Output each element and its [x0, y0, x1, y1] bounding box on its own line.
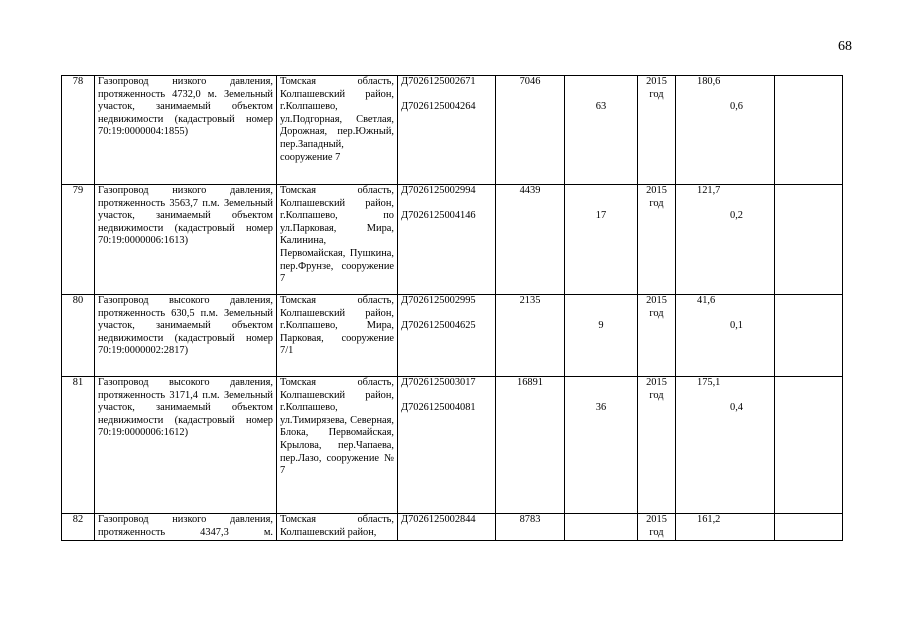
amount-cell: 2135 [496, 295, 565, 377]
note-cell [775, 185, 843, 295]
object-description: Газопровод высокого давления, протяженность 630,5 п.м. Земельный участок, занимаемый объектом недвижимости (кадастровый номер 70:19:0000002:2817) [95, 295, 277, 377]
object-description: Газопровод высокого давления, протяженность 3171,4 п.м. Земельный участок, занимаемый объектом недвижимости (кадастровый номер 70:19:0000006:1612) [95, 377, 277, 514]
object-description: Газопровод низкого давления, протяженность 3563,7 п.м. Земельный участок, занимаемый объектом недвижимости (кадастровый номер 70:19:0000006:1613) [95, 185, 277, 295]
table-row [62, 185, 843, 295]
count-cell: 17 [565, 185, 638, 295]
row-number: 79 [62, 185, 95, 295]
table-row [62, 76, 843, 185]
row-number: 81 [62, 377, 95, 514]
count-cell: 9 [565, 295, 638, 377]
cadastral-numbers: Д7026125002844 [398, 514, 496, 541]
amount-cell: 7046 [496, 76, 565, 185]
table-row [62, 377, 843, 514]
count-cell: 63 [565, 76, 638, 185]
note-cell [775, 514, 843, 541]
table-row [62, 514, 843, 541]
note-cell [775, 295, 843, 377]
value-cell: 175,1 0,4 [676, 377, 775, 514]
table-row [62, 295, 843, 377]
count-cell [565, 514, 638, 541]
object-address: Томская область, Колпашевский район, г.Колпашево, ул.Подгорная, Светлая, Дорожная, пер.Южный, пер.Западный, сооружение 7 [277, 76, 398, 185]
row-number: 82 [62, 514, 95, 541]
value-cell: 121,7 0,2 [676, 185, 775, 295]
year-cell: 2015 год [638, 185, 676, 295]
object-address: Томская область, Колпашевский район, г.Колпашево, по ул.Парковая, Мира, Калинина, Первомайская, Пушкина, пер.Фрунзе, сооружение 7 [277, 185, 398, 295]
object-description: Газопровод низкого давления, протяженность 4732,0 м. Земельный участок, занимаемый объектом недвижимости (кадастровый номер 70:19:0000004:1855) [95, 76, 277, 185]
cadastral-numbers: Д7026125002671 Д7026125004264 [398, 76, 496, 185]
year-cell: 2015 год [638, 295, 676, 377]
cadastral-numbers: Д7026125002995 Д7026125004625 [398, 295, 496, 377]
object-description: Газопровод низкого давления, протяженность 4347,3 м. [95, 514, 277, 541]
count-cell: 36 [565, 377, 638, 514]
property-registry-table [61, 75, 843, 541]
note-cell [775, 76, 843, 185]
row-number: 78 [62, 76, 95, 185]
value-cell: 41,6 0,1 [676, 295, 775, 377]
year-cell: 2015 год [638, 377, 676, 514]
row-number: 80 [62, 295, 95, 377]
amount-cell: 8783 [496, 514, 565, 541]
object-address: Томская область, Колпашевский район, г.Колпашево, ул.Тимирязева, Северная, Блока, Первомайская, Крылова, пер.Чапаева, пер.Лазо, сооружение № 7 [277, 377, 398, 514]
object-address: Томская область, Колпашевский район, г.Колпашево, Мира, Парковая, сооружение 7/1 [277, 295, 398, 377]
amount-cell: 16891 [496, 377, 565, 514]
page-number: 68 [838, 39, 852, 54]
cadastral-numbers: Д7026125003017 Д7026125004081 [398, 377, 496, 514]
object-address: Томская область, Колпашевский район, [277, 514, 398, 541]
amount-cell: 4439 [496, 185, 565, 295]
value-cell: 161,2 [676, 514, 775, 541]
cadastral-numbers: Д7026125002994 Д7026125004146 [398, 185, 496, 295]
value-cell: 180,6 0,6 [676, 76, 775, 185]
note-cell [775, 377, 843, 514]
year-cell: 2015 год [638, 76, 676, 185]
table-body [62, 76, 843, 541]
year-cell: 2015 год [638, 514, 676, 541]
